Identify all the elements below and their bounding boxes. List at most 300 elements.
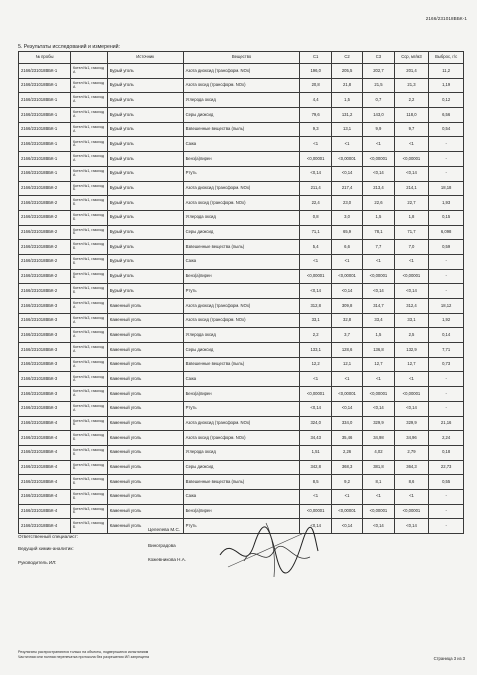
page-number: Страница 3 из 3 bbox=[433, 656, 465, 661]
table-cell: Котел №1, газоход А bbox=[70, 64, 107, 79]
table-row bbox=[19, 137, 464, 152]
table-cell: <1 bbox=[394, 254, 429, 269]
table-cell: 2166/231018ВБК-2 bbox=[19, 196, 71, 211]
table-cell: 33,1 bbox=[394, 313, 429, 328]
table-cell: 2166/231018ВБК-3 bbox=[19, 401, 71, 416]
table-cell: - bbox=[429, 137, 464, 152]
table-cell: 1,5 bbox=[331, 93, 362, 108]
col-header: № пробы bbox=[19, 52, 71, 64]
table-cell: <1 bbox=[363, 254, 394, 269]
table-cell: - bbox=[429, 387, 464, 402]
table-cell: 0,18 bbox=[429, 445, 464, 460]
table-cell: Ртуть bbox=[183, 284, 300, 299]
table-cell: 2,79 bbox=[394, 445, 429, 460]
table-cell: Взвешенные вещества (пыль) bbox=[183, 122, 300, 137]
col-header bbox=[70, 52, 107, 64]
table-cell: 22,4 bbox=[300, 196, 331, 211]
table-cell: 6,56 bbox=[429, 108, 464, 123]
table-cell: 334,0 bbox=[331, 416, 362, 431]
table-cell: Ртуть bbox=[183, 166, 300, 181]
table-cell: 9,2 bbox=[331, 475, 362, 490]
table-cell: <0,14 bbox=[300, 166, 331, 181]
table-cell: 143,0 bbox=[363, 108, 394, 123]
table-cell: 2,26 bbox=[331, 445, 362, 460]
table-cell: Каменный уголь bbox=[107, 387, 183, 402]
table-cell: <1 bbox=[394, 489, 429, 504]
table-cell: Взвешенные вещества (пыль) bbox=[183, 475, 300, 490]
table-cell: Бурый уголь bbox=[107, 240, 183, 255]
table-cell: <1 bbox=[394, 372, 429, 387]
table-cell: <0,14 bbox=[331, 284, 362, 299]
table-cell: 2,24 bbox=[429, 431, 464, 446]
table-cell: 2166/231018ВБК-4 bbox=[19, 504, 71, 519]
engineer-name: Виноградова bbox=[148, 543, 176, 548]
table-cell: Взвешенные вещества (пыль) bbox=[183, 240, 300, 255]
table-cell: 368,3 bbox=[331, 460, 362, 475]
table-cell: <0,14 bbox=[363, 166, 394, 181]
table-cell: 0,7 bbox=[363, 93, 394, 108]
table-cell: 381,8 bbox=[363, 460, 394, 475]
table-cell: Каменный уголь bbox=[107, 475, 183, 490]
table-cell: 2166/231018ВБК-3 bbox=[19, 387, 71, 402]
table-cell: <1 bbox=[363, 489, 394, 504]
table-cell: Азота диоксид (трансформ. NOx) bbox=[183, 416, 300, 431]
table-cell: Бурый уголь bbox=[107, 137, 183, 152]
table-cell: - bbox=[429, 401, 464, 416]
table-cell: Ртуть bbox=[183, 519, 300, 534]
table-cell: 9,3 bbox=[300, 122, 331, 137]
table-cell: 65,9 bbox=[331, 225, 362, 240]
table-cell: 2166/231018ВБК-1 bbox=[19, 137, 71, 152]
table-cell: <0,14 bbox=[394, 166, 429, 181]
table-cell: 34,98 bbox=[363, 431, 394, 446]
table-header-row bbox=[19, 52, 464, 64]
table-cell: 342,8 bbox=[300, 460, 331, 475]
table-row bbox=[19, 328, 464, 343]
table-row bbox=[19, 431, 464, 446]
table-cell: 23,0 bbox=[331, 196, 362, 211]
table-cell: 2166/231018ВБК-3 bbox=[19, 343, 71, 358]
table-row bbox=[19, 254, 464, 269]
table-cell: 2166/231018ВБК-3 bbox=[19, 313, 71, 328]
table-cell: 0,59 bbox=[429, 240, 464, 255]
table-cell: - bbox=[429, 519, 464, 534]
table-cell: 2166/231018ВБК-3 bbox=[19, 299, 71, 314]
table-cell: <1 bbox=[331, 254, 362, 269]
table-cell: Котел №3, газоход А bbox=[70, 299, 107, 314]
table-cell: Сажа bbox=[183, 254, 300, 269]
table-row bbox=[19, 343, 464, 358]
table-cell: Котел №3, газоход А bbox=[70, 387, 107, 402]
table-cell: Бенз(а)пирен bbox=[183, 152, 300, 167]
table-cell: 1,19 bbox=[429, 78, 464, 93]
table-cell: 2166/231018ВБК-2 bbox=[19, 240, 71, 255]
table-cell: Котел №1, газоход Б bbox=[70, 210, 107, 225]
table-cell: <1 bbox=[300, 489, 331, 504]
table-cell: Азота оксид (трансформ. NOx) bbox=[183, 431, 300, 446]
table-cell: 18,12 bbox=[429, 299, 464, 314]
table-cell: 6,098 bbox=[429, 225, 464, 240]
table-cell: 8,1 bbox=[363, 475, 394, 490]
table-cell: - bbox=[429, 284, 464, 299]
table-row bbox=[19, 299, 464, 314]
table-cell: Котел №1, газоход А bbox=[70, 166, 107, 181]
table-cell: <0,14 bbox=[363, 519, 394, 534]
table-cell: Азота диоксид (трансформ. NOx) bbox=[183, 299, 300, 314]
table-cell: Котел №1, газоход А bbox=[70, 122, 107, 137]
table-cell: Бурый уголь bbox=[107, 269, 183, 284]
table-cell: Каменный уголь bbox=[107, 445, 183, 460]
table-row bbox=[19, 445, 464, 460]
table-cell: Азота диоксид (трансформ. NOx) bbox=[183, 64, 300, 79]
table-cell: 3,7 bbox=[331, 328, 362, 343]
table-cell: 21,16 bbox=[429, 416, 464, 431]
table-cell: <0,00001 bbox=[363, 269, 394, 284]
table-cell: <0,00001 bbox=[331, 269, 362, 284]
table-row bbox=[19, 210, 464, 225]
table-cell: 131,2 bbox=[331, 108, 362, 123]
table-cell: 21,5 bbox=[363, 78, 394, 93]
table-row bbox=[19, 122, 464, 137]
table-cell: 7,7 bbox=[363, 240, 394, 255]
table-cell: <0,14 bbox=[394, 519, 429, 534]
table-cell: - bbox=[429, 254, 464, 269]
table-cell: Бурый уголь bbox=[107, 210, 183, 225]
table-cell: 196,0 bbox=[300, 64, 331, 79]
table-row bbox=[19, 166, 464, 181]
table-cell: 217,4 bbox=[331, 181, 362, 196]
table-cell: 11,2 bbox=[429, 64, 464, 79]
section-title: 5. Результаты исследований и измерений: bbox=[18, 44, 120, 50]
table-cell: - bbox=[429, 269, 464, 284]
table-row bbox=[19, 240, 464, 255]
table-row bbox=[19, 357, 464, 372]
table-cell: 1,93 bbox=[429, 196, 464, 211]
table-cell: 22,73 bbox=[429, 460, 464, 475]
table-cell: Котел №3, газоход А bbox=[70, 357, 107, 372]
table-cell: 71,7 bbox=[394, 225, 429, 240]
table-cell: Азота оксид (трансформ. NOx) bbox=[183, 78, 300, 93]
table-cell: <1 bbox=[363, 372, 394, 387]
table-cell: 9,9 bbox=[363, 122, 394, 137]
table-cell: Серы диоксид bbox=[183, 343, 300, 358]
table-cell: 22,7 bbox=[394, 196, 429, 211]
table-cell: 2,2 bbox=[300, 328, 331, 343]
table-cell: <1 bbox=[331, 372, 362, 387]
table-cell: <0,14 bbox=[394, 401, 429, 416]
table-cell: Бурый уголь bbox=[107, 122, 183, 137]
table-cell: <0,14 bbox=[331, 519, 362, 534]
col-header: С1 bbox=[300, 52, 331, 64]
col-header: Сср, мг/м3 bbox=[394, 52, 429, 64]
table-cell: 2166/231018ВБК-2 bbox=[19, 284, 71, 299]
table-cell: <0,14 bbox=[300, 401, 331, 416]
footnote bbox=[18, 650, 149, 659]
table-cell: 0,73 bbox=[429, 357, 464, 372]
table-cell: 33,4 bbox=[363, 313, 394, 328]
table-cell: - bbox=[429, 504, 464, 519]
table-cell: 132,9 bbox=[394, 343, 429, 358]
table-cell: Котел №1, газоход Б bbox=[70, 181, 107, 196]
table-cell: Бурый уголь bbox=[107, 166, 183, 181]
table-cell: 9,7 bbox=[394, 122, 429, 137]
table-cell: 2166/231018ВБК-2 bbox=[19, 254, 71, 269]
table-cell: Котел №3, газоход А bbox=[70, 372, 107, 387]
table-cell: Бурый уголь bbox=[107, 78, 183, 93]
table-cell: 4,02 bbox=[363, 445, 394, 460]
table-cell: 71,1 bbox=[300, 225, 331, 240]
table-cell: Сажа bbox=[183, 137, 300, 152]
table-cell: 0,14 bbox=[429, 328, 464, 343]
table-cell: Котел №3, газоход Б bbox=[70, 504, 107, 519]
results-table bbox=[18, 51, 464, 534]
table-cell: Котел №3, газоход Б bbox=[70, 445, 107, 460]
table-cell: Бурый уголь bbox=[107, 284, 183, 299]
table-cell: Серы диоксид bbox=[183, 225, 300, 240]
document-id: 2166/231018ВБК-1 bbox=[425, 16, 467, 21]
table-row bbox=[19, 64, 464, 79]
table-cell: 33,1 bbox=[300, 313, 331, 328]
table-cell: Котел №3, газоход А bbox=[70, 401, 107, 416]
table-cell: 312,8 bbox=[300, 299, 331, 314]
table-cell: Котел №3, газоход А bbox=[70, 313, 107, 328]
table-cell: - bbox=[429, 166, 464, 181]
table-cell: <0,14 bbox=[363, 401, 394, 416]
table-cell: Бурый уголь bbox=[107, 254, 183, 269]
table-cell: 2166/231018ВБК-2 bbox=[19, 269, 71, 284]
footnote-line: Результаты распространяются только на объекты, подвергшиеся испытаниям bbox=[18, 650, 149, 654]
table-cell: Каменный уголь bbox=[107, 299, 183, 314]
table-row bbox=[19, 416, 464, 431]
table-cell: Котел №1, газоход А bbox=[70, 137, 107, 152]
table-cell: <1 bbox=[363, 137, 394, 152]
table-cell: 12,7 bbox=[363, 357, 394, 372]
table-cell: 2166/231018ВБК-3 bbox=[19, 328, 71, 343]
table-cell: Бенз(а)пирен bbox=[183, 504, 300, 519]
table-cell: 3,0 bbox=[331, 210, 362, 225]
table-cell: 364,3 bbox=[394, 460, 429, 475]
table-cell: Бурый уголь bbox=[107, 64, 183, 79]
table-cell: - bbox=[429, 489, 464, 504]
table-cell: 2166/231018ВБК-1 bbox=[19, 166, 71, 181]
table-cell: <0,14 bbox=[363, 284, 394, 299]
table-cell: Углерода оксид bbox=[183, 328, 300, 343]
table-cell: Котел №3, газоход А bbox=[70, 343, 107, 358]
table-cell: 2166/231018ВБК-4 bbox=[19, 460, 71, 475]
table-cell: 0,15 bbox=[429, 210, 464, 225]
col-header: С3 bbox=[363, 52, 394, 64]
table-cell: Сажа bbox=[183, 372, 300, 387]
head-name: Кожевникова Н.А. bbox=[148, 557, 187, 562]
table-cell: 118,0 bbox=[394, 108, 429, 123]
table-cell: Котел №1, газоход А bbox=[70, 78, 107, 93]
table-cell: 211,4 bbox=[300, 181, 331, 196]
table-cell: 2166/231018ВБК-2 bbox=[19, 225, 71, 240]
table-row bbox=[19, 372, 464, 387]
table-cell: Каменный уголь bbox=[107, 460, 183, 475]
table-cell: Каменный уголь bbox=[107, 519, 183, 534]
table-cell: 32,8 bbox=[331, 313, 362, 328]
table-cell: <0,00001 bbox=[331, 387, 362, 402]
col-header: С2 bbox=[331, 52, 362, 64]
table-cell: 6,6 bbox=[331, 240, 362, 255]
table-cell: Бенз(а)пирен bbox=[183, 387, 300, 402]
table-cell: Серы диоксид bbox=[183, 460, 300, 475]
table-cell: <0,00001 bbox=[331, 152, 362, 167]
table-cell: <0,00001 bbox=[394, 152, 429, 167]
table-cell: 0,55 bbox=[429, 475, 464, 490]
table-cell: 21,3 bbox=[394, 78, 429, 93]
table-cell: <0,00001 bbox=[331, 504, 362, 519]
table-row bbox=[19, 489, 464, 504]
table-cell: 2166/231018ВБК-1 bbox=[19, 108, 71, 123]
table-row bbox=[19, 387, 464, 402]
table-cell: <1 bbox=[300, 254, 331, 269]
table-cell: Бурый уголь bbox=[107, 152, 183, 167]
table-cell: Серы диоксид bbox=[183, 108, 300, 123]
table-row bbox=[19, 108, 464, 123]
table-cell: - bbox=[429, 372, 464, 387]
table-cell: Азота оксид (трансформ. NOx) bbox=[183, 313, 300, 328]
table-cell: 133,1 bbox=[300, 343, 331, 358]
table-cell: Каменный уголь bbox=[107, 313, 183, 328]
table-cell: 2166/231018ВБК-1 bbox=[19, 64, 71, 79]
table-cell: <0,00001 bbox=[300, 269, 331, 284]
table-cell: Азота оксид (трансформ. NOx) bbox=[183, 196, 300, 211]
table-cell: 34,96 bbox=[394, 431, 429, 446]
signature-scribble bbox=[214, 515, 324, 585]
table-cell: 0,54 bbox=[429, 122, 464, 137]
table-cell: Котел №1, газоход А bbox=[70, 152, 107, 167]
table-row bbox=[19, 225, 464, 240]
table-cell: 79,6 bbox=[300, 108, 331, 123]
table-cell: <1 bbox=[331, 489, 362, 504]
table-row bbox=[19, 152, 464, 167]
table-cell: 2166/231018ВБК-4 bbox=[19, 416, 71, 431]
table-row bbox=[19, 181, 464, 196]
table-cell: 205,5 bbox=[331, 64, 362, 79]
table-cell: 18,18 bbox=[429, 181, 464, 196]
table-row bbox=[19, 313, 464, 328]
table-cell: <0,00001 bbox=[363, 504, 394, 519]
table-cell: Котел №1, газоход Б bbox=[70, 284, 107, 299]
table-cell: - bbox=[429, 152, 464, 167]
table-cell: 329,9 bbox=[394, 416, 429, 431]
table-cell: 12,1 bbox=[331, 357, 362, 372]
engineer-label: Ведущий химик-аналитик: bbox=[18, 546, 74, 551]
table-cell: 2166/231018ВБК-1 bbox=[19, 78, 71, 93]
table-cell: 22,6 bbox=[363, 196, 394, 211]
col-header: Вещество bbox=[183, 52, 300, 64]
footnote-line: Частичная или полная перепечатка протокола без разрешения ИЛ запрещена bbox=[18, 654, 150, 659]
table-cell: 2166/231018ВБК-2 bbox=[19, 210, 71, 225]
table-cell: <1 bbox=[300, 372, 331, 387]
table-cell: 8,5 bbox=[300, 475, 331, 490]
table-cell: 201,4 bbox=[394, 64, 429, 79]
table-cell: 1,5 bbox=[363, 328, 394, 343]
table-cell: 1,5 bbox=[363, 210, 394, 225]
table-cell: Бенз(а)пирен bbox=[183, 269, 300, 284]
table-cell: 12,7 bbox=[394, 357, 429, 372]
table-cell: Котел №3, газоход Б bbox=[70, 519, 107, 534]
table-cell: <1 bbox=[331, 137, 362, 152]
table-cell: Котел №3, газоход Б bbox=[70, 416, 107, 431]
table-cell: Бурый уголь bbox=[107, 93, 183, 108]
table-cell: Каменный уголь bbox=[107, 504, 183, 519]
table-cell: Каменный уголь bbox=[107, 416, 183, 431]
col-header: Источник bbox=[107, 52, 183, 64]
table-cell: 309,8 bbox=[331, 299, 362, 314]
table-cell: 0,12 bbox=[429, 93, 464, 108]
table-cell: Каменный уголь bbox=[107, 489, 183, 504]
table-cell: Бурый уголь bbox=[107, 225, 183, 240]
table-cell: 2,2 bbox=[394, 93, 429, 108]
table-cell: Сажа bbox=[183, 489, 300, 504]
table-cell: Котел №3, газоход Б bbox=[70, 475, 107, 490]
table-cell: 4,4 bbox=[300, 93, 331, 108]
table-cell: 8,6 bbox=[394, 475, 429, 490]
table-cell: Бурый уголь bbox=[107, 196, 183, 211]
table-cell: 2166/231018ВБК-3 bbox=[19, 357, 71, 372]
table-row bbox=[19, 401, 464, 416]
table-cell: Котел №3, газоход Б bbox=[70, 431, 107, 446]
table-cell: 329,9 bbox=[363, 416, 394, 431]
table-cell: 2,5 bbox=[394, 328, 429, 343]
table-cell: 0,8 bbox=[300, 210, 331, 225]
table-cell: Каменный уголь bbox=[107, 328, 183, 343]
col-header: Выброс, г/с bbox=[429, 52, 464, 64]
table-cell: Ртуть bbox=[183, 401, 300, 416]
table-cell: 2166/231018ВБК-4 bbox=[19, 445, 71, 460]
table-cell: Азота диоксид (трансформ. NOx) bbox=[183, 181, 300, 196]
table-cell: 2166/231018ВБК-1 bbox=[19, 152, 71, 167]
table-cell: 1,51 bbox=[300, 445, 331, 460]
table-cell: Котел №1, газоход А bbox=[70, 108, 107, 123]
table-cell: Котел №1, газоход Б bbox=[70, 196, 107, 211]
table-cell: Котел №3, газоход А bbox=[70, 328, 107, 343]
table-cell: Каменный уголь bbox=[107, 401, 183, 416]
table-cell: <0,14 bbox=[300, 284, 331, 299]
table-cell: Каменный уголь bbox=[107, 343, 183, 358]
table-cell: <0,00001 bbox=[300, 387, 331, 402]
table-cell: 34,43 bbox=[300, 431, 331, 446]
table-cell: 2166/231018ВБК-2 bbox=[19, 181, 71, 196]
table-cell: <0,00001 bbox=[394, 504, 429, 519]
table-cell: Котел №1, газоход Б bbox=[70, 225, 107, 240]
table-cell: 314,7 bbox=[363, 299, 394, 314]
table-cell: 1,8 bbox=[394, 210, 429, 225]
table-cell: Углерода оксид bbox=[183, 210, 300, 225]
table-cell: 2166/231018ВБК-4 bbox=[19, 475, 71, 490]
table-cell: <0,14 bbox=[300, 519, 331, 534]
table-cell: 7,0 bbox=[394, 240, 429, 255]
table-row bbox=[19, 475, 464, 490]
table-cell: 324,0 bbox=[300, 416, 331, 431]
table-cell: 21,8 bbox=[331, 78, 362, 93]
table-cell: 312,4 bbox=[394, 299, 429, 314]
table-row bbox=[19, 284, 464, 299]
table-cell: 213,4 bbox=[363, 181, 394, 196]
table-row bbox=[19, 196, 464, 211]
table-cell: Котел №1, газоход Б bbox=[70, 254, 107, 269]
table-cell: 35,46 bbox=[331, 431, 362, 446]
table-cell: 202,7 bbox=[363, 64, 394, 79]
table-cell: Котел №1, газоход Б bbox=[70, 240, 107, 255]
responsible-label: Ответственный специалист: bbox=[18, 534, 79, 539]
table-cell: 2166/231018ВБК-4 bbox=[19, 519, 71, 534]
table-cell: 20,8 bbox=[300, 78, 331, 93]
table-cell: <0,14 bbox=[394, 284, 429, 299]
